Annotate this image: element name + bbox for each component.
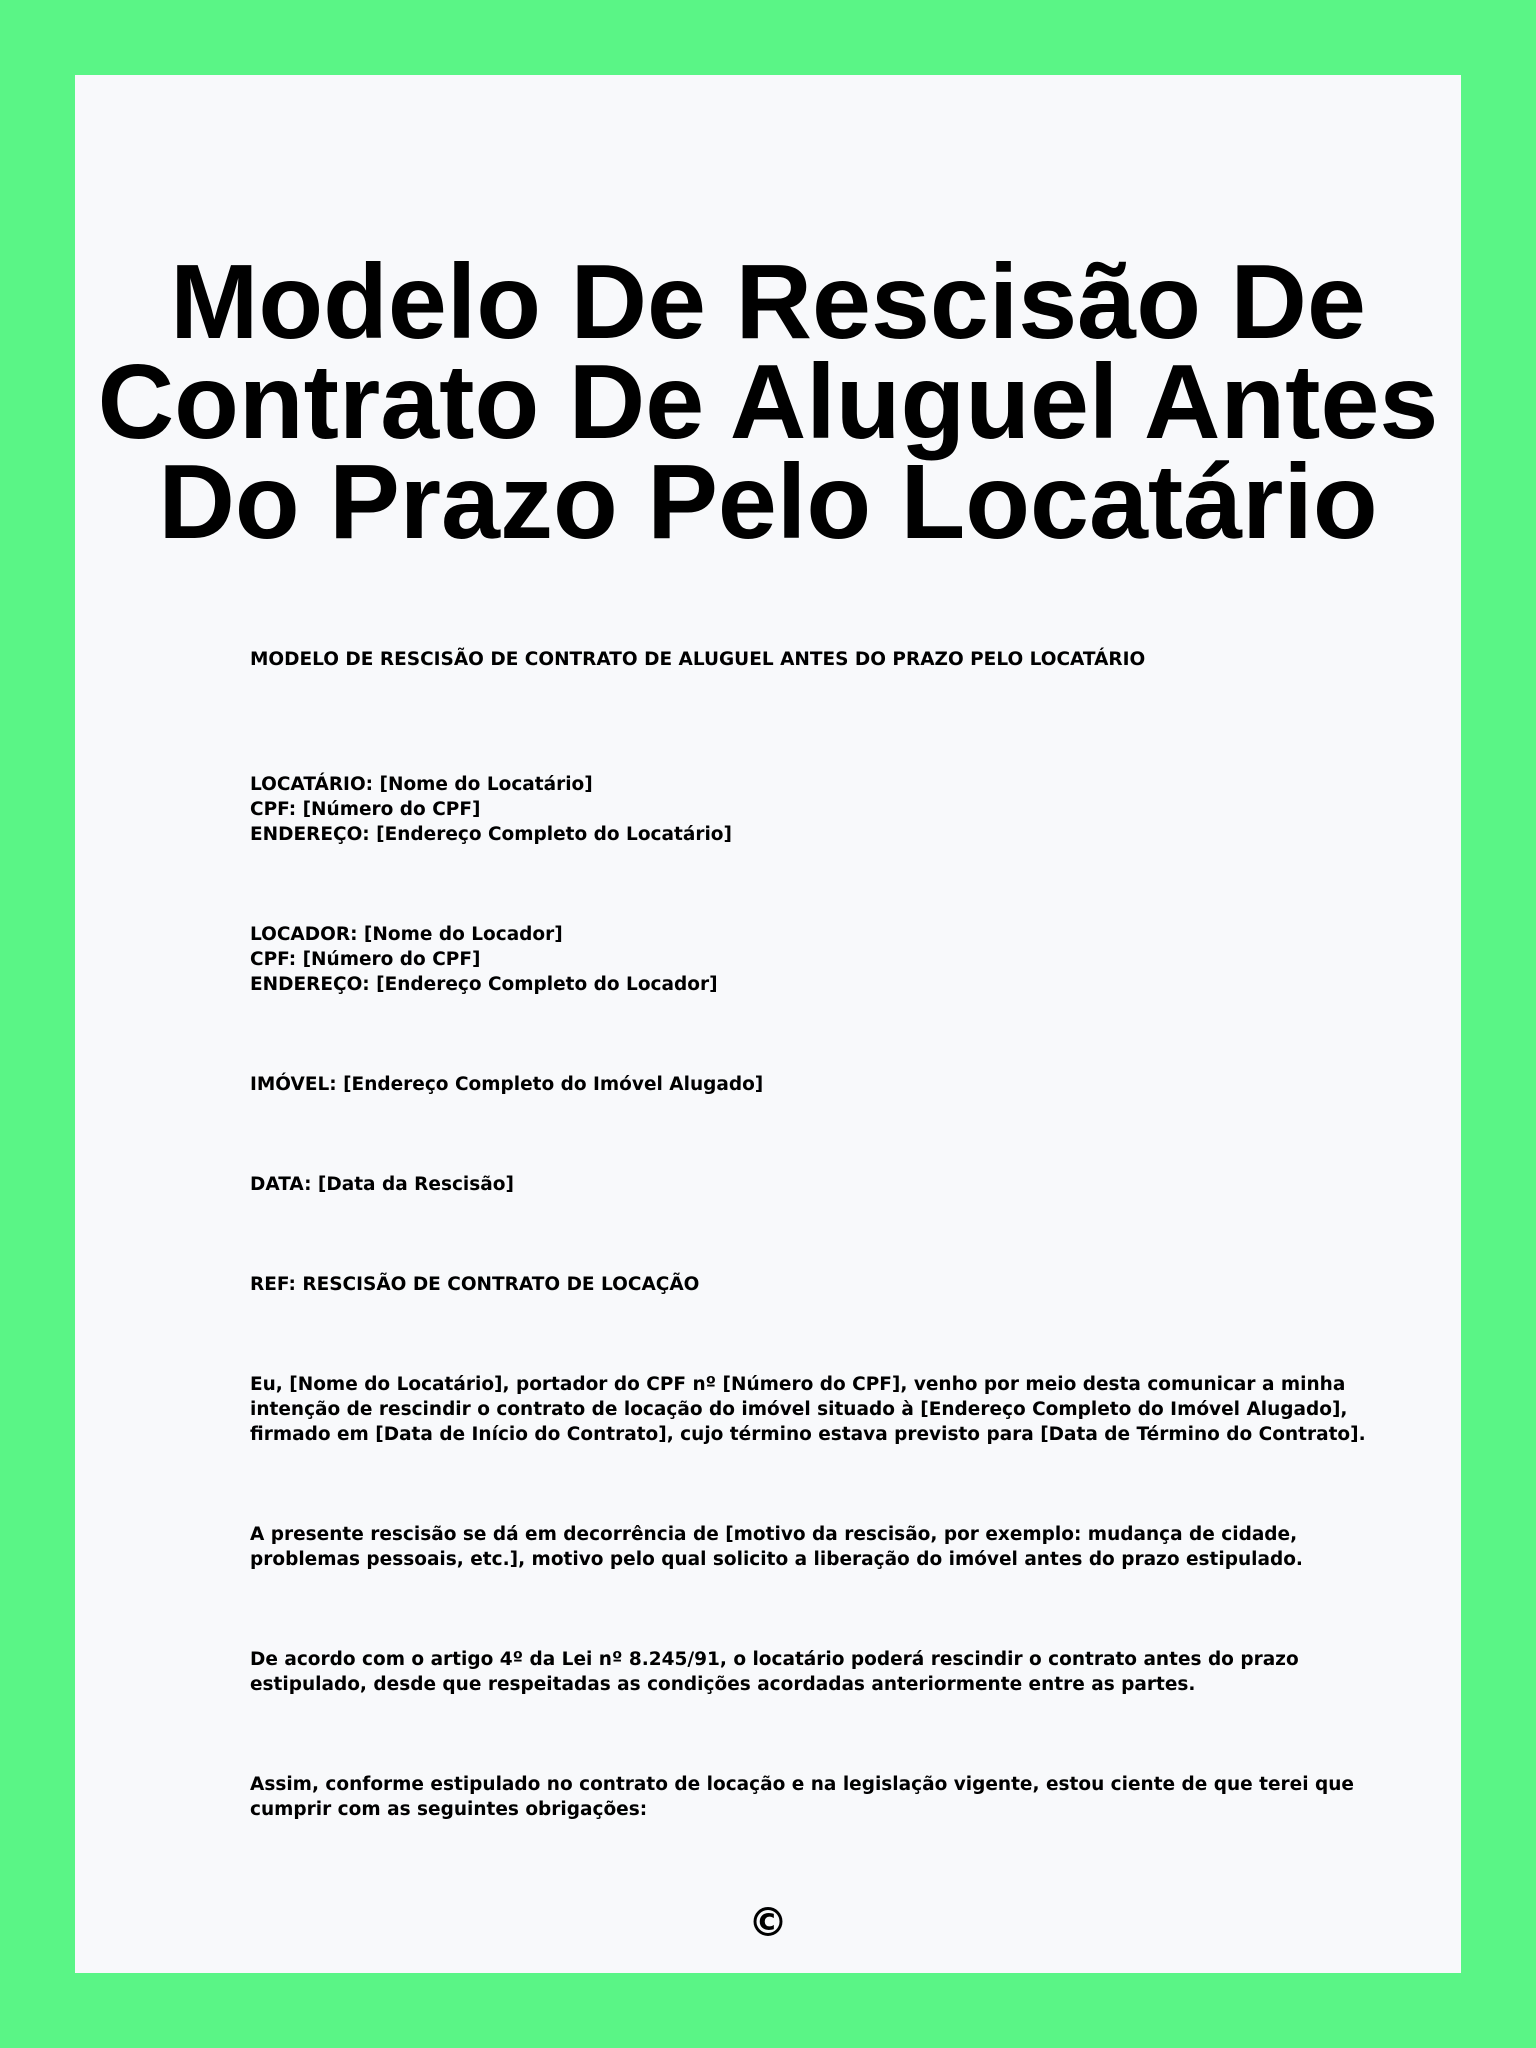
paragraph-line: Assim, conforme estipulado no contrato de locação e na legislação vigente, estou ciente de que terei que — [250, 1774, 1354, 1795]
paragraph-line: intenção de rescindir o contrato de locação do imóvel situado à [Endereço Completo do Imóvel Alugado], — [250, 1399, 1348, 1420]
landlord-block — [250, 922, 1360, 997]
paragraph-law — [250, 1647, 1360, 1697]
tenant-block — [250, 772, 1360, 847]
tenant-cpf: CPF: [Número do CPF] — [250, 799, 481, 820]
page-title — [75, 243, 1461, 561]
landlord-address: ENDEREÇO: [Endereço Completo do Locador] — [250, 974, 718, 995]
paragraph-obligations — [250, 1772, 1360, 1822]
paragraph-line: De acordo com o artigo 4º da Lei nº 8.245/91, o locatário poderá rescindir o contrato antes do prazo — [250, 1649, 1299, 1670]
paragraph-line: problemas pessoais, etc.], motivo pelo qual solicito a liberação do imóvel antes do prazo estipulado. — [250, 1549, 1303, 1570]
title-line: Modelo De Rescisão De — [170, 243, 1366, 361]
copyright-icon: © — [748, 1900, 788, 1946]
paragraph-line: firmado em [Data de Início do Contrato], cujo término estava previsto para [Data de Término do Contrato]. — [250, 1424, 1366, 1445]
reference-line: REF: RESCISÃO DE CONTRATO DE LOCAÇÃO — [250, 1274, 700, 1295]
document-body — [250, 647, 1366, 1822]
landlord-cpf: CPF: [Número do CPF] — [250, 949, 481, 970]
tenant-name: LOCATÁRIO: [Nome do Locatário] — [250, 774, 593, 795]
paragraph-line: estipulado, desde que respeitadas as condições acordadas anteriormente entre as partes. — [250, 1674, 1196, 1695]
paragraph-intent — [250, 1372, 1366, 1447]
landlord-name: LOCADOR: [Nome do Locador] — [250, 924, 563, 945]
paragraph-reason — [250, 1522, 1360, 1572]
tenant-address: ENDEREÇO: [Endereço Completo do Locatário] — [250, 824, 732, 845]
paragraph-line: cumprir com as seguintes obrigações: — [250, 1799, 648, 1820]
title-line: Contrato De Aluguel Antes — [97, 343, 1439, 461]
document-heading: MODELO DE RESCISÃO DE CONTRATO DE ALUGUEL ANTES DO PRAZO PELO LOCATÁRIO — [250, 649, 1146, 670]
paragraph-line: Eu, [Nome do Locatário], portador do CPF nº [Número do CPF], venho por meio desta comunicar a minha — [250, 1374, 1346, 1395]
paragraph-line: A presente rescisão se dá em decorrência de [motivo da rescisão, por exemplo: mudança de cidade, — [250, 1524, 1298, 1545]
date-line: DATA: [Data da Rescisão] — [250, 1174, 514, 1195]
property-line: IMÓVEL: [Endereço Completo do Imóvel Alugado] — [250, 1074, 764, 1095]
document-page — [75, 75, 1461, 1973]
title-line: Do Prazo Pelo Locatário — [158, 443, 1378, 561]
